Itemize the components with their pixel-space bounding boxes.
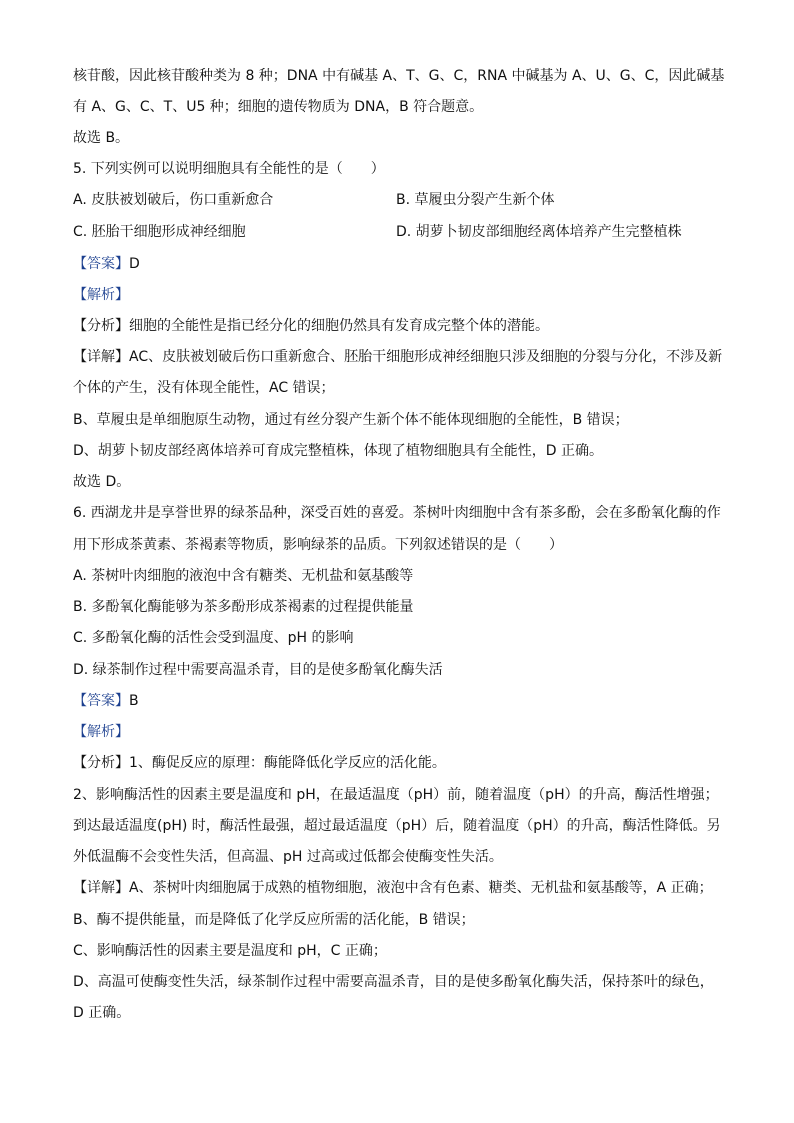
xiangjie-text: A、茶树叶肉细胞属于成熟的植物细胞，液泡中含有色素、糖类、无机盐和氨基酸等，A 正确； [129,880,713,896]
q5-fenxi [73,316,549,336]
answer-value: D [129,256,140,272]
q6-option-d: D. 绿茶制作过程中需要高温杀青，目的是使多酚氧化酶失活 [73,662,443,678]
jiexi-tag: 【解析】 [73,724,129,740]
q5-option-b: B. 草履虫分裂产生新个体 [396,192,555,208]
q5-xiangjie-line-1 [73,347,722,367]
fenxi-tag: 【分析】 [73,755,129,771]
answer-tag: 【答案】 [73,693,129,709]
q5-option-a: A. 皮肤被划破后，伤口重新愈合 [73,192,274,208]
q5-option-d: D. 胡萝卜韧皮部细胞经离体培养产生完整植株 [396,224,682,240]
q4-explanation-line-1: 核苷酸，因此核苷酸种类为 8 种；DNA 中有碱基 A、T、G、C，RNA 中碱基为 A、U、G、C，因此碱基 [73,68,725,84]
q5-line-d: D、胡萝卜韧皮部经离体培养可育成完整植株，体现了植物细胞具有全能性，D 正确。 [73,443,604,459]
q6-stem-line-1: 6. 西湖龙井是享誉世界的绿茶品种，深受百姓的喜爱。茶树叶肉细胞中含有茶多酚，会在多酚氧化酶的作 [73,505,721,521]
answer-value: B [129,693,139,709]
q5-conclusion: 故选 D。 [73,474,131,490]
q5-stem: 5. 下列实例可以说明细胞具有全能性的是（ ） [73,161,385,177]
jiexi-tag: 【解析】 [73,287,129,303]
q6-fenxi-line-1 [73,753,446,773]
q6-fenxi-line-2: 2、影响酶活性的因素主要是温度和 pH，在最适温度（pH）前，随着温度（pH）的升高，酶活性增强； [73,787,719,803]
q6-option-b: B. 多酚氧化酶能够为茶多酚形成茶褐素的过程提供能量 [73,599,414,615]
q6-option-c: C. 多酚氧化酶的活性会受到温度、pH 的影响 [73,630,354,646]
q6-line-d-2: D 正确。 [73,1005,131,1021]
q5-option-c: C. 胚胎干细胞形成神经细胞 [73,224,246,240]
q5-xiangjie-line-2: 个体的产生，没有体现全能性，AC 错误； [73,380,335,396]
xiangjie-tag: 【详解】 [73,880,129,896]
fenxi-text: 细胞的全能性是指已经分化的细胞仍然具有发育成完整个体的潜能。 [129,318,549,334]
q6-line-d-1: D、高温可使酶变性失活，绿茶制作过程中需要高温杀青，目的是使多酚氧化酶失活，保持茶叶的绿色， [73,974,714,990]
q6-xiangjie-line-a [73,878,713,898]
q5-jiexi-tag [73,285,129,305]
fenxi-text: 1、酶促反应的原理：酶能降低化学反应的活化能。 [129,755,446,771]
q6-option-a: A. 茶树叶肉细胞的液泡中含有糖类、无机盐和氨基酸等 [73,568,414,584]
xiangjie-tag: 【详解】 [73,349,129,365]
q6-line-b: B、酶不提供能量，而是降低了化学反应所需的活化能，B 错误； [73,912,475,928]
q6-jiexi-tag [73,722,129,742]
q6-line-c: C、影响酶活性的因素主要是温度和 pH，C 正确； [73,943,387,959]
q4-conclusion: 故选 B。 [73,130,130,146]
answer-tag: 【答案】 [73,256,129,272]
q6-fenxi-line-4: 外低温酶不会变性失活，但高温、pH 过高或过低都会使酶变性失活。 [73,849,503,865]
q6-fenxi-line-3: 到达最适温度(pH) 时，酶活性最强，超过最适温度（pH）后，随着温度（pH）的升高，酶活性降低。另 [73,818,721,834]
q5-answer [73,254,140,274]
xiangjie-text: AC、皮肤被划破后伤口重新愈合、胚胎干细胞形成神经细胞只涉及细胞的分裂与分化，不涉及新 [129,349,723,365]
q5-line-b: B、草履虫是单细胞原生动物，通过有丝分裂产生新个体不能体现细胞的全能性，B 错误； [73,412,629,428]
q6-stem-line-2: 用下形成茶黄素、茶褐素等物质，影响绿茶的品质。下列叙述错误的是（ ） [73,537,563,553]
q6-answer [73,691,139,711]
q4-explanation-line-2: 有 A、G、C、T、U5 种；细胞的遗传物质为 DNA，B 符合题意。 [73,99,484,115]
fenxi-tag: 【分析】 [73,318,129,334]
